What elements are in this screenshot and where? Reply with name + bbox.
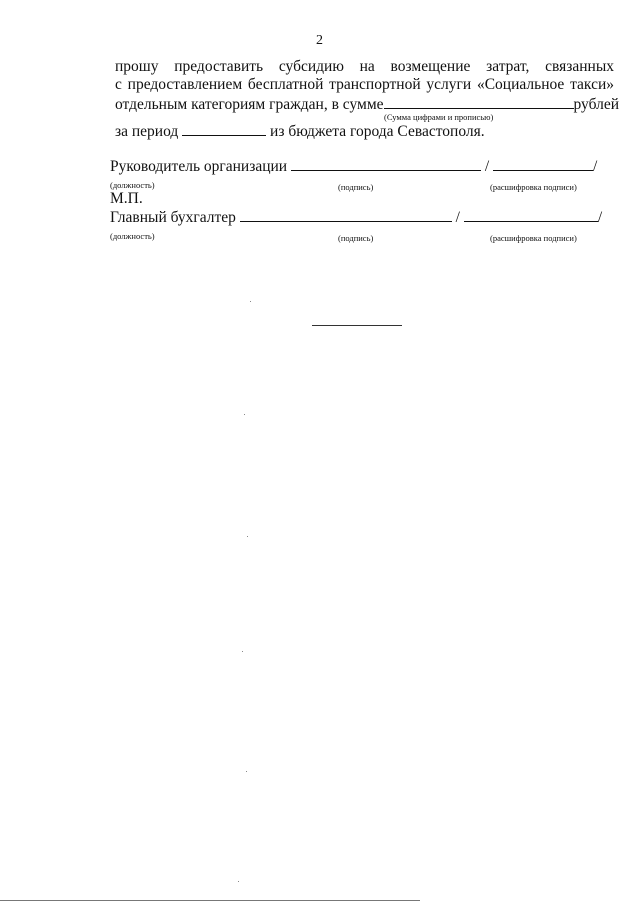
stamp-label: М.П. — [110, 190, 143, 207]
accountant-signature-row — [110, 207, 602, 227]
head-decoding-blank — [493, 156, 593, 171]
accountant-decoding-caption: (расшифровка подписи) — [490, 233, 577, 243]
head-position-caption: (должность) — [110, 180, 155, 190]
scan-speck — [250, 301, 251, 302]
scan-speck — [244, 414, 245, 415]
scan-speck — [247, 536, 248, 537]
head-signature-row — [110, 156, 597, 176]
body-line-3-prefix: отдельным категориям граждан, в сумме — [115, 96, 384, 113]
page-number: 2 — [316, 33, 323, 48]
body-line-4-suffix: из бюджета города Севастополя. — [270, 123, 485, 140]
body-line-1: прошу предоставить субсидию на возмещение затрат, связанных — [115, 58, 614, 75]
accountant-label: Главный бухгалтер — [110, 209, 236, 226]
accountant-slash-2: / — [597, 209, 603, 226]
scan-speck — [242, 651, 243, 652]
accountant-signature-caption: (подпись) — [338, 233, 374, 243]
accountant-decoding-blank — [464, 207, 598, 222]
head-signature-blank — [291, 156, 481, 171]
period-blank — [182, 121, 266, 136]
scan-speck — [246, 771, 247, 772]
head-signature-caption: (подпись) — [338, 182, 374, 192]
scan-bottom-edge — [0, 900, 420, 901]
body-line-4-prefix: за период — [115, 123, 179, 140]
end-separator — [312, 325, 402, 326]
accountant-slash-1: / — [455, 209, 460, 226]
body-line-2: с предоставлением бесплатной транспортной услуги «Социальное такси» — [115, 76, 614, 93]
body-line-3 — [115, 94, 619, 114]
body-line-4 — [115, 121, 485, 141]
head-label: Руководитель организации — [110, 158, 288, 175]
head-slash-2: / — [593, 158, 598, 175]
scan-speck — [238, 881, 239, 882]
accountant-signature-blank — [240, 207, 452, 222]
body-line-3-suffix: рублей — [573, 96, 620, 113]
head-slash-1: / — [484, 158, 490, 175]
accountant-position-caption: (должность) — [110, 231, 155, 241]
amount-caption: (Сумма цифрами и прописью) — [384, 112, 494, 122]
head-decoding-caption: (расшифровка подписи) — [490, 182, 577, 192]
amount-blank — [384, 94, 574, 109]
